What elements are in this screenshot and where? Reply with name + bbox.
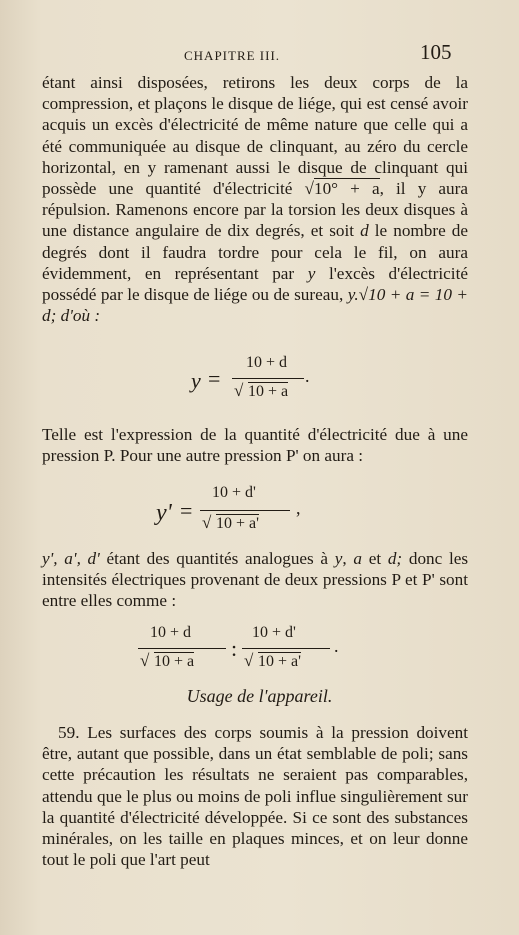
formula-1	[0, 352, 519, 408]
paragraph-2	[42, 424, 468, 466]
variable-d: d	[360, 221, 369, 241]
formula2-lhs: y'	[156, 500, 172, 526]
formula3-den1: 10 + a	[154, 653, 195, 670]
page-header	[0, 40, 519, 64]
formula2-denominator: 10 + a'	[216, 515, 260, 532]
formula1-equals: =	[208, 366, 221, 391]
para3-d: d;	[387, 549, 403, 568]
para1-text-b: , il y aura répulsion. Ramenons encore par la torsion les deux disques à une distance angulaire de dix degrés, et soit	[42, 179, 468, 241]
para3-text-b: donc les intensités électriques provenant de deux pressions P et P' sont entre elles comme :	[42, 549, 469, 611]
formula1-lhs: y	[191, 368, 201, 393]
sqrt-expression: √10° + a	[304, 179, 380, 199]
formula1-numerator: 10 + d	[246, 354, 288, 371]
fraction-bar	[232, 378, 304, 379]
formula2-numerator: 10 + d'	[212, 484, 256, 501]
fraction-bar	[200, 510, 290, 511]
formula3-num2: 10 + d'	[252, 624, 296, 641]
formula-2	[0, 480, 519, 540]
ratio-colon: :	[231, 636, 238, 661]
formula2-equals: =	[180, 498, 193, 523]
sqrt-symbol: √	[234, 381, 244, 400]
para4-text: Les surfaces des corps soumis à la pression doivent être, autant que possible, dans un état semblable de poli; sans cette précaution les résultats ne seraient pas comparables, attendu que le plus ou moins de poli influe singulièrement sur la quantité d'électricité développée. Si ce sont des substances minérales, on les taille en plaques minces, et on leur donne tout le poli que l'art peut	[42, 723, 469, 870]
variable-y: y	[307, 263, 316, 283]
sqrt-symbol: √	[202, 513, 212, 532]
para3-lead: y', a', d'	[42, 549, 100, 568]
formula1-denominator: 10 + a	[248, 383, 289, 400]
para2-text: Telle est l'expression de la quantité d'électricité due à une pression P. Pour une autre pression P' on aura :	[42, 425, 468, 466]
paragraph-3	[42, 548, 468, 612]
paragraph-4	[42, 722, 468, 870]
formula-3	[0, 622, 519, 678]
period: .	[305, 366, 310, 386]
para1-text-c: le nombre de degrés dont il faudra tordre pour cela le fil, on aura évidemment, en représentant par	[42, 221, 469, 283]
para3-text-a: étant des quantités analogues à	[106, 549, 329, 568]
formula3-den2: 10 + a'	[258, 653, 302, 670]
section-number: 59.	[58, 723, 80, 742]
sqrt-symbol-1: √	[140, 651, 150, 670]
formula3-num1: 10 + d	[150, 624, 192, 641]
period: .	[334, 636, 339, 656]
sqrt-symbol-2: √	[244, 651, 254, 670]
para3-and: et	[368, 549, 382, 568]
paragraph-1	[42, 72, 468, 326]
running-head: CHAPITRE III.	[184, 48, 281, 63]
page-number: 105	[420, 40, 452, 64]
comma: ,	[296, 498, 301, 518]
inline-equation: y.√10 + a = 10 + d; d'où :	[42, 285, 468, 326]
para3-a: a	[353, 549, 362, 568]
fraction-bar-1	[138, 648, 226, 649]
para1-text-a: étant ainsi disposées, retirons les deux corps de la compression, et plaçons le disque de liége, qui est censé avoir acquis un excès d'électricité de même nature que celle qui a été communiquée au disque de clinquant, au zéro du cercle horizontal, en y ramenant aussi le disque de clinquant qui possède une quantité d'électricité	[42, 73, 468, 199]
para1-text-d: l'excès d'électricité possédé par le disque de liége ou de sureau,	[42, 263, 468, 305]
para3-comma: ,	[342, 549, 347, 568]
fraction-bar-2	[242, 648, 330, 649]
section-heading: Usage de l'appareil.	[186, 686, 333, 706]
sqrt-content: 10° + a	[313, 179, 380, 199]
para3-y: y	[334, 549, 343, 568]
